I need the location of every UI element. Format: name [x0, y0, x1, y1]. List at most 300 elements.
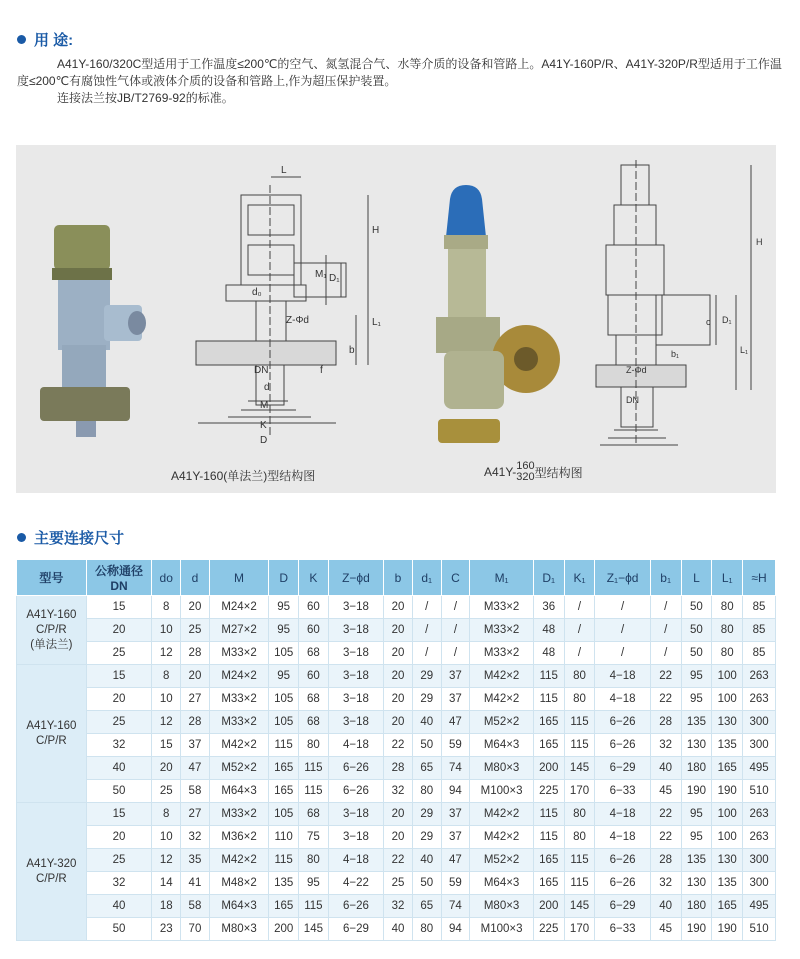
- table-cell: 165: [533, 872, 564, 895]
- table-cell: 145: [564, 895, 595, 918]
- column-header: M₁: [470, 560, 534, 596]
- table-cell: 3−18: [328, 711, 383, 734]
- usage-text: [17, 56, 787, 107]
- table-cell: M33×2: [209, 688, 268, 711]
- table-cell: 50: [681, 619, 712, 642]
- table-cell: 25: [86, 711, 152, 734]
- table-cell: 65: [412, 757, 441, 780]
- table-cell: M100×3: [470, 780, 534, 803]
- usage-heading: [17, 29, 73, 50]
- table-cell: 165: [269, 895, 299, 918]
- dim-label-D1-right: D₁: [722, 315, 732, 325]
- table-cell: 3−18: [328, 803, 383, 826]
- table-cell: 15: [152, 734, 181, 757]
- table-row: [17, 711, 776, 734]
- table-cell: 6−26: [595, 734, 650, 757]
- table-cell: 95: [681, 826, 712, 849]
- dim-label-Zd: Z-Φd: [286, 315, 309, 326]
- table-cell: 6−26: [595, 711, 650, 734]
- table-cell: /: [595, 619, 650, 642]
- table-cell: 190: [712, 918, 743, 941]
- table-cell: 190: [681, 918, 712, 941]
- dim-label-d0: d₀: [252, 287, 262, 298]
- table-cell: 50: [412, 872, 441, 895]
- table-cell: 165: [712, 895, 743, 918]
- table-cell: 25: [181, 619, 210, 642]
- table-cell: 165: [533, 734, 564, 757]
- dim-label-c-right: c: [706, 317, 711, 327]
- table-cell: 68: [299, 688, 329, 711]
- table-row: [17, 895, 776, 918]
- table-cell: 115: [533, 826, 564, 849]
- table-cell: 50: [86, 780, 152, 803]
- table-cell: M42×2: [470, 688, 534, 711]
- table-cell: 40: [412, 849, 441, 872]
- table-cell: 115: [564, 711, 595, 734]
- table-cell: 22: [384, 849, 413, 872]
- table-cell: 20: [152, 757, 181, 780]
- table-cell: 80: [564, 826, 595, 849]
- usage-line-2: 连接法兰按JB/T2769-92的标准。: [57, 91, 234, 105]
- column-header: K₁: [564, 560, 595, 596]
- table-cell: 40: [86, 757, 152, 780]
- table-cell: 105: [269, 688, 299, 711]
- table-cell: 115: [564, 734, 595, 757]
- table-cell: 6−26: [328, 780, 383, 803]
- dim-label-H: H: [372, 225, 380, 236]
- table-cell: 50: [681, 596, 712, 619]
- column-header: L: [681, 560, 712, 596]
- column-header: b: [384, 560, 413, 596]
- table-cell: M33×2: [470, 596, 534, 619]
- table-cell: M80×3: [470, 895, 534, 918]
- table-cell: 37: [441, 688, 470, 711]
- table-cell: 45: [650, 918, 681, 941]
- dimension-table-wrap: [16, 559, 776, 941]
- table-cell: 32: [86, 734, 152, 757]
- column-header: Z₁−ϕd: [595, 560, 650, 596]
- table-cell: 115: [269, 849, 299, 872]
- table-cell: 100: [712, 688, 743, 711]
- column-header: b₁: [650, 560, 681, 596]
- table-cell: /: [441, 619, 470, 642]
- dim-label-L1: L₁: [372, 317, 381, 328]
- table-cell: 47: [441, 711, 470, 734]
- table-cell: 170: [564, 918, 595, 941]
- table-cell: 6−26: [595, 849, 650, 872]
- table-cell: 6−26: [328, 757, 383, 780]
- table-cell: /: [650, 619, 681, 642]
- table-cell: 58: [181, 780, 210, 803]
- table-cell: 75: [299, 826, 329, 849]
- table-cell: /: [412, 596, 441, 619]
- table-cell: M42×2: [209, 734, 268, 757]
- table-cell: 28: [384, 757, 413, 780]
- table-cell: 25: [86, 849, 152, 872]
- table-cell: 200: [269, 918, 299, 941]
- column-header: M: [209, 560, 268, 596]
- table-cell: M42×2: [209, 849, 268, 872]
- drawing-left-image: [196, 177, 368, 435]
- table-cell: 80: [564, 665, 595, 688]
- table-cell: M80×3: [209, 918, 268, 941]
- caption-right-suffix: 型结构图: [534, 465, 583, 480]
- table-cell: 80: [564, 688, 595, 711]
- table-cell: 50: [681, 642, 712, 665]
- table-cell: 12: [152, 642, 181, 665]
- table-cell: 37: [441, 665, 470, 688]
- model-cell: [17, 803, 87, 941]
- table-cell: 4−18: [595, 665, 650, 688]
- table-cell: 115: [564, 849, 595, 872]
- table-cell: 510: [743, 918, 776, 941]
- table-cell: 12: [152, 849, 181, 872]
- table-cell: 48: [533, 619, 564, 642]
- table-header-row: [17, 560, 776, 596]
- table-cell: 28: [650, 849, 681, 872]
- table-cell: 100: [712, 826, 743, 849]
- table-cell: 15: [86, 596, 152, 619]
- column-header: D: [269, 560, 299, 596]
- table-cell: 145: [564, 757, 595, 780]
- table-cell: 32: [86, 872, 152, 895]
- table-cell: 48: [533, 642, 564, 665]
- table-cell: 25: [384, 872, 413, 895]
- table-cell: 115: [299, 757, 329, 780]
- table-cell: 100: [712, 665, 743, 688]
- caption-left: A41Y-160(单法兰)型结构图: [171, 469, 316, 483]
- table-cell: 60: [299, 619, 329, 642]
- table-cell: 80: [412, 918, 441, 941]
- table-cell: M42×2: [470, 826, 534, 849]
- column-header: K: [299, 560, 329, 596]
- table-cell: 85: [743, 619, 776, 642]
- table-cell: 165: [712, 757, 743, 780]
- table-cell: 40: [650, 895, 681, 918]
- table-cell: 263: [743, 803, 776, 826]
- table-cell: 10: [152, 688, 181, 711]
- table-cell: 115: [269, 734, 299, 757]
- table-row: [17, 872, 776, 895]
- table-cell: 110: [269, 826, 299, 849]
- table-cell: M52×2: [470, 849, 534, 872]
- bullet-icon: [17, 35, 26, 44]
- table-cell: 263: [743, 665, 776, 688]
- table-cell: M48×2: [209, 872, 268, 895]
- usage-line-1: A41Y-160/320C型适用于工作温度≤200℃的空气、氮氢混合气、水等介质的设备和管路上。A41Y-160P/R、A41Y-320P/R型适用于工作温度≤200℃有腐蚀性气体或液体介质的设备和管路上,作为超压保护装置。: [17, 57, 782, 88]
- table-cell: 130: [712, 711, 743, 734]
- caption-right: [484, 461, 583, 483]
- table-cell: /: [441, 596, 470, 619]
- table-cell: 115: [533, 688, 564, 711]
- table-cell: /: [441, 642, 470, 665]
- table-cell: 100: [712, 803, 743, 826]
- table-cell: 35: [181, 849, 210, 872]
- table-cell: M33×2: [209, 642, 268, 665]
- table-cell: 20: [384, 826, 413, 849]
- table-cell: 145: [299, 918, 329, 941]
- table-cell: 37: [441, 803, 470, 826]
- table-cell: M64×3: [209, 780, 268, 803]
- table-cell: 47: [181, 757, 210, 780]
- drawing-right-image: [596, 160, 751, 445]
- table-cell: 60: [299, 596, 329, 619]
- table-cell: 37: [181, 734, 210, 757]
- column-header: L₁: [712, 560, 743, 596]
- table-cell: 95: [681, 688, 712, 711]
- column-header: C: [441, 560, 470, 596]
- table-cell: 14: [152, 872, 181, 895]
- table-cell: 95: [269, 665, 299, 688]
- dim-label-DN: DN: [254, 365, 269, 376]
- table-cell: 20: [384, 803, 413, 826]
- table-cell: M36×2: [209, 826, 268, 849]
- table-cell: M64×3: [209, 895, 268, 918]
- table-cell: 115: [533, 803, 564, 826]
- dim-label-d: d: [264, 382, 270, 393]
- table-cell: 200: [533, 757, 564, 780]
- table-cell: 29: [412, 826, 441, 849]
- table-cell: 36: [533, 596, 564, 619]
- table-cell: 105: [269, 642, 299, 665]
- table-cell: 22: [650, 688, 681, 711]
- table-cell: 59: [441, 734, 470, 757]
- table-cell: 20: [384, 642, 413, 665]
- dim-label-L1-right: L₁: [740, 345, 749, 355]
- dimension-table: [16, 559, 776, 941]
- table-cell: 135: [269, 872, 299, 895]
- table-cell: 6−29: [595, 895, 650, 918]
- table-cell: 135: [681, 849, 712, 872]
- table-cell: 130: [712, 849, 743, 872]
- table-cell: 40: [412, 711, 441, 734]
- table-cell: 135: [712, 872, 743, 895]
- table-cell: /: [650, 596, 681, 619]
- table-cell: 29: [412, 665, 441, 688]
- table-cell: 225: [533, 780, 564, 803]
- table-cell: 6−33: [595, 780, 650, 803]
- table-cell: 4−22: [328, 872, 383, 895]
- table-cell: 20: [384, 596, 413, 619]
- table-cell: 74: [441, 895, 470, 918]
- table-cell: 20: [86, 826, 152, 849]
- table-cell: 41: [181, 872, 210, 895]
- table-cell: M24×2: [209, 596, 268, 619]
- table-cell: 20: [86, 619, 152, 642]
- table-cell: 40: [384, 918, 413, 941]
- table-cell: 28: [181, 642, 210, 665]
- table-cell: 20: [384, 711, 413, 734]
- table-cell: 115: [299, 895, 329, 918]
- table-row: [17, 665, 776, 688]
- table-cell: M80×3: [470, 757, 534, 780]
- caption-right-prefix: A41Y-: [484, 465, 517, 479]
- table-cell: 20: [181, 596, 210, 619]
- table-cell: 165: [269, 757, 299, 780]
- table-cell: /: [595, 642, 650, 665]
- model-line: (单法兰): [30, 638, 73, 651]
- dim-label-K: K: [260, 420, 267, 431]
- table-cell: 8: [152, 665, 181, 688]
- table-cell: 10: [152, 619, 181, 642]
- table-cell: 115: [564, 872, 595, 895]
- table-cell: 6−26: [328, 895, 383, 918]
- table-row: [17, 642, 776, 665]
- table-cell: 95: [269, 619, 299, 642]
- table-cell: 27: [181, 803, 210, 826]
- table-cell: 6−29: [328, 918, 383, 941]
- figure-svg: [16, 145, 776, 493]
- bullet-icon: [17, 533, 26, 542]
- table-cell: 65: [412, 895, 441, 918]
- model-line: A41Y-160: [26, 608, 77, 621]
- model-line: A41Y-320: [26, 857, 77, 870]
- table-cell: M42×2: [470, 665, 534, 688]
- table-cell: 18: [152, 895, 181, 918]
- dim-label-f: f: [320, 365, 323, 376]
- table-cell: 22: [650, 803, 681, 826]
- table-cell: 32: [384, 780, 413, 803]
- table-cell: 300: [743, 872, 776, 895]
- table-cell: 4−18: [328, 849, 383, 872]
- table-cell: 130: [681, 872, 712, 895]
- dim-label-b: b: [349, 345, 355, 356]
- table-cell: M33×2: [209, 711, 268, 734]
- table-cell: 20: [384, 619, 413, 642]
- dim-label-DN-right: DN: [626, 395, 639, 405]
- table-cell: 115: [533, 665, 564, 688]
- structure-figure: [16, 145, 776, 493]
- table-cell: /: [650, 642, 681, 665]
- table-cell: 300: [743, 711, 776, 734]
- table-cell: 3−18: [328, 826, 383, 849]
- table-cell: 80: [712, 619, 743, 642]
- dim-label-M: M: [260, 400, 269, 411]
- table-cell: 80: [712, 596, 743, 619]
- table-cell: 28: [650, 711, 681, 734]
- table-cell: 22: [384, 734, 413, 757]
- table-cell: 115: [299, 780, 329, 803]
- table-row: [17, 688, 776, 711]
- column-header: do: [152, 560, 181, 596]
- column-header: D₁: [533, 560, 564, 596]
- model-line: C/P/R: [36, 623, 67, 636]
- table-cell: 8: [152, 596, 181, 619]
- table-cell: 3−18: [328, 688, 383, 711]
- table-cell: 170: [564, 780, 595, 803]
- table-cell: 495: [743, 757, 776, 780]
- dim-label-D: D: [260, 435, 268, 446]
- table-cell: 12: [152, 711, 181, 734]
- model-line: A41Y-160: [26, 719, 77, 732]
- table-cell: /: [412, 619, 441, 642]
- table-cell: 95: [299, 872, 329, 895]
- table-cell: M52×2: [209, 757, 268, 780]
- table-row: [17, 619, 776, 642]
- table-cell: 32: [181, 826, 210, 849]
- table-cell: 3−18: [328, 596, 383, 619]
- table-cell: M64×3: [470, 734, 534, 757]
- table-cell: 180: [681, 895, 712, 918]
- dim-label-H-right: H: [756, 237, 763, 247]
- table-cell: M33×2: [470, 642, 534, 665]
- table-cell: 29: [412, 803, 441, 826]
- table-cell: 22: [650, 826, 681, 849]
- table-cell: 135: [712, 734, 743, 757]
- table-cell: 50: [412, 734, 441, 757]
- table-cell: 80: [564, 803, 595, 826]
- dim-label-D1: D₁: [329, 273, 340, 284]
- valve-photo-right-image: [436, 185, 560, 443]
- column-header: d: [181, 560, 210, 596]
- table-cell: 3−18: [328, 665, 383, 688]
- table-cell: 74: [441, 757, 470, 780]
- table-cell: 8: [152, 803, 181, 826]
- table-cell: 68: [299, 803, 329, 826]
- table-cell: /: [412, 642, 441, 665]
- table-cell: M64×3: [470, 872, 534, 895]
- table-cell: M42×2: [470, 803, 534, 826]
- model-line: C/P/R: [36, 734, 67, 747]
- model-line: C/P/R: [36, 872, 67, 885]
- table-row: [17, 849, 776, 872]
- column-header: ≈H: [743, 560, 776, 596]
- table-cell: 95: [269, 596, 299, 619]
- valve-photo-left-image: [40, 225, 146, 437]
- table-cell: 3−18: [328, 619, 383, 642]
- table-cell: 45: [650, 780, 681, 803]
- table-cell: 20: [181, 665, 210, 688]
- table-cell: 27: [181, 688, 210, 711]
- table-cell: 95: [681, 665, 712, 688]
- column-header: Z−ϕd: [328, 560, 383, 596]
- table-cell: 105: [269, 711, 299, 734]
- table-cell: 495: [743, 895, 776, 918]
- table-cell: 85: [743, 642, 776, 665]
- dim-label-Zd-right: Z-Φd: [626, 365, 647, 375]
- table-cell: 80: [412, 780, 441, 803]
- table-cell: 68: [299, 711, 329, 734]
- table-cell: 68: [299, 642, 329, 665]
- table-cell: 165: [269, 780, 299, 803]
- model-cell: [17, 665, 87, 803]
- table-cell: /: [564, 619, 595, 642]
- table-cell: 190: [712, 780, 743, 803]
- table-cell: 47: [441, 849, 470, 872]
- model-cell: [17, 596, 87, 665]
- table-row: [17, 596, 776, 619]
- dim-label-L: L: [281, 165, 287, 176]
- table-cell: 58: [181, 895, 210, 918]
- table-cell: 20: [384, 688, 413, 711]
- table-cell: /: [564, 642, 595, 665]
- table-heading: [17, 527, 124, 548]
- table-cell: 135: [681, 711, 712, 734]
- table-cell: /: [595, 596, 650, 619]
- table-cell: 85: [743, 596, 776, 619]
- table-cell: 37: [441, 826, 470, 849]
- table-cell: 20: [86, 688, 152, 711]
- table-cell: /: [564, 596, 595, 619]
- table-cell: 20: [384, 665, 413, 688]
- table-cell: 23: [152, 918, 181, 941]
- table-cell: 32: [650, 872, 681, 895]
- caption-right-bottom: 320: [516, 471, 535, 483]
- table-cell: 95: [681, 803, 712, 826]
- dim-label-b1-right: b₁: [671, 349, 680, 359]
- table-cell: M33×2: [209, 803, 268, 826]
- table-cell: 60: [299, 665, 329, 688]
